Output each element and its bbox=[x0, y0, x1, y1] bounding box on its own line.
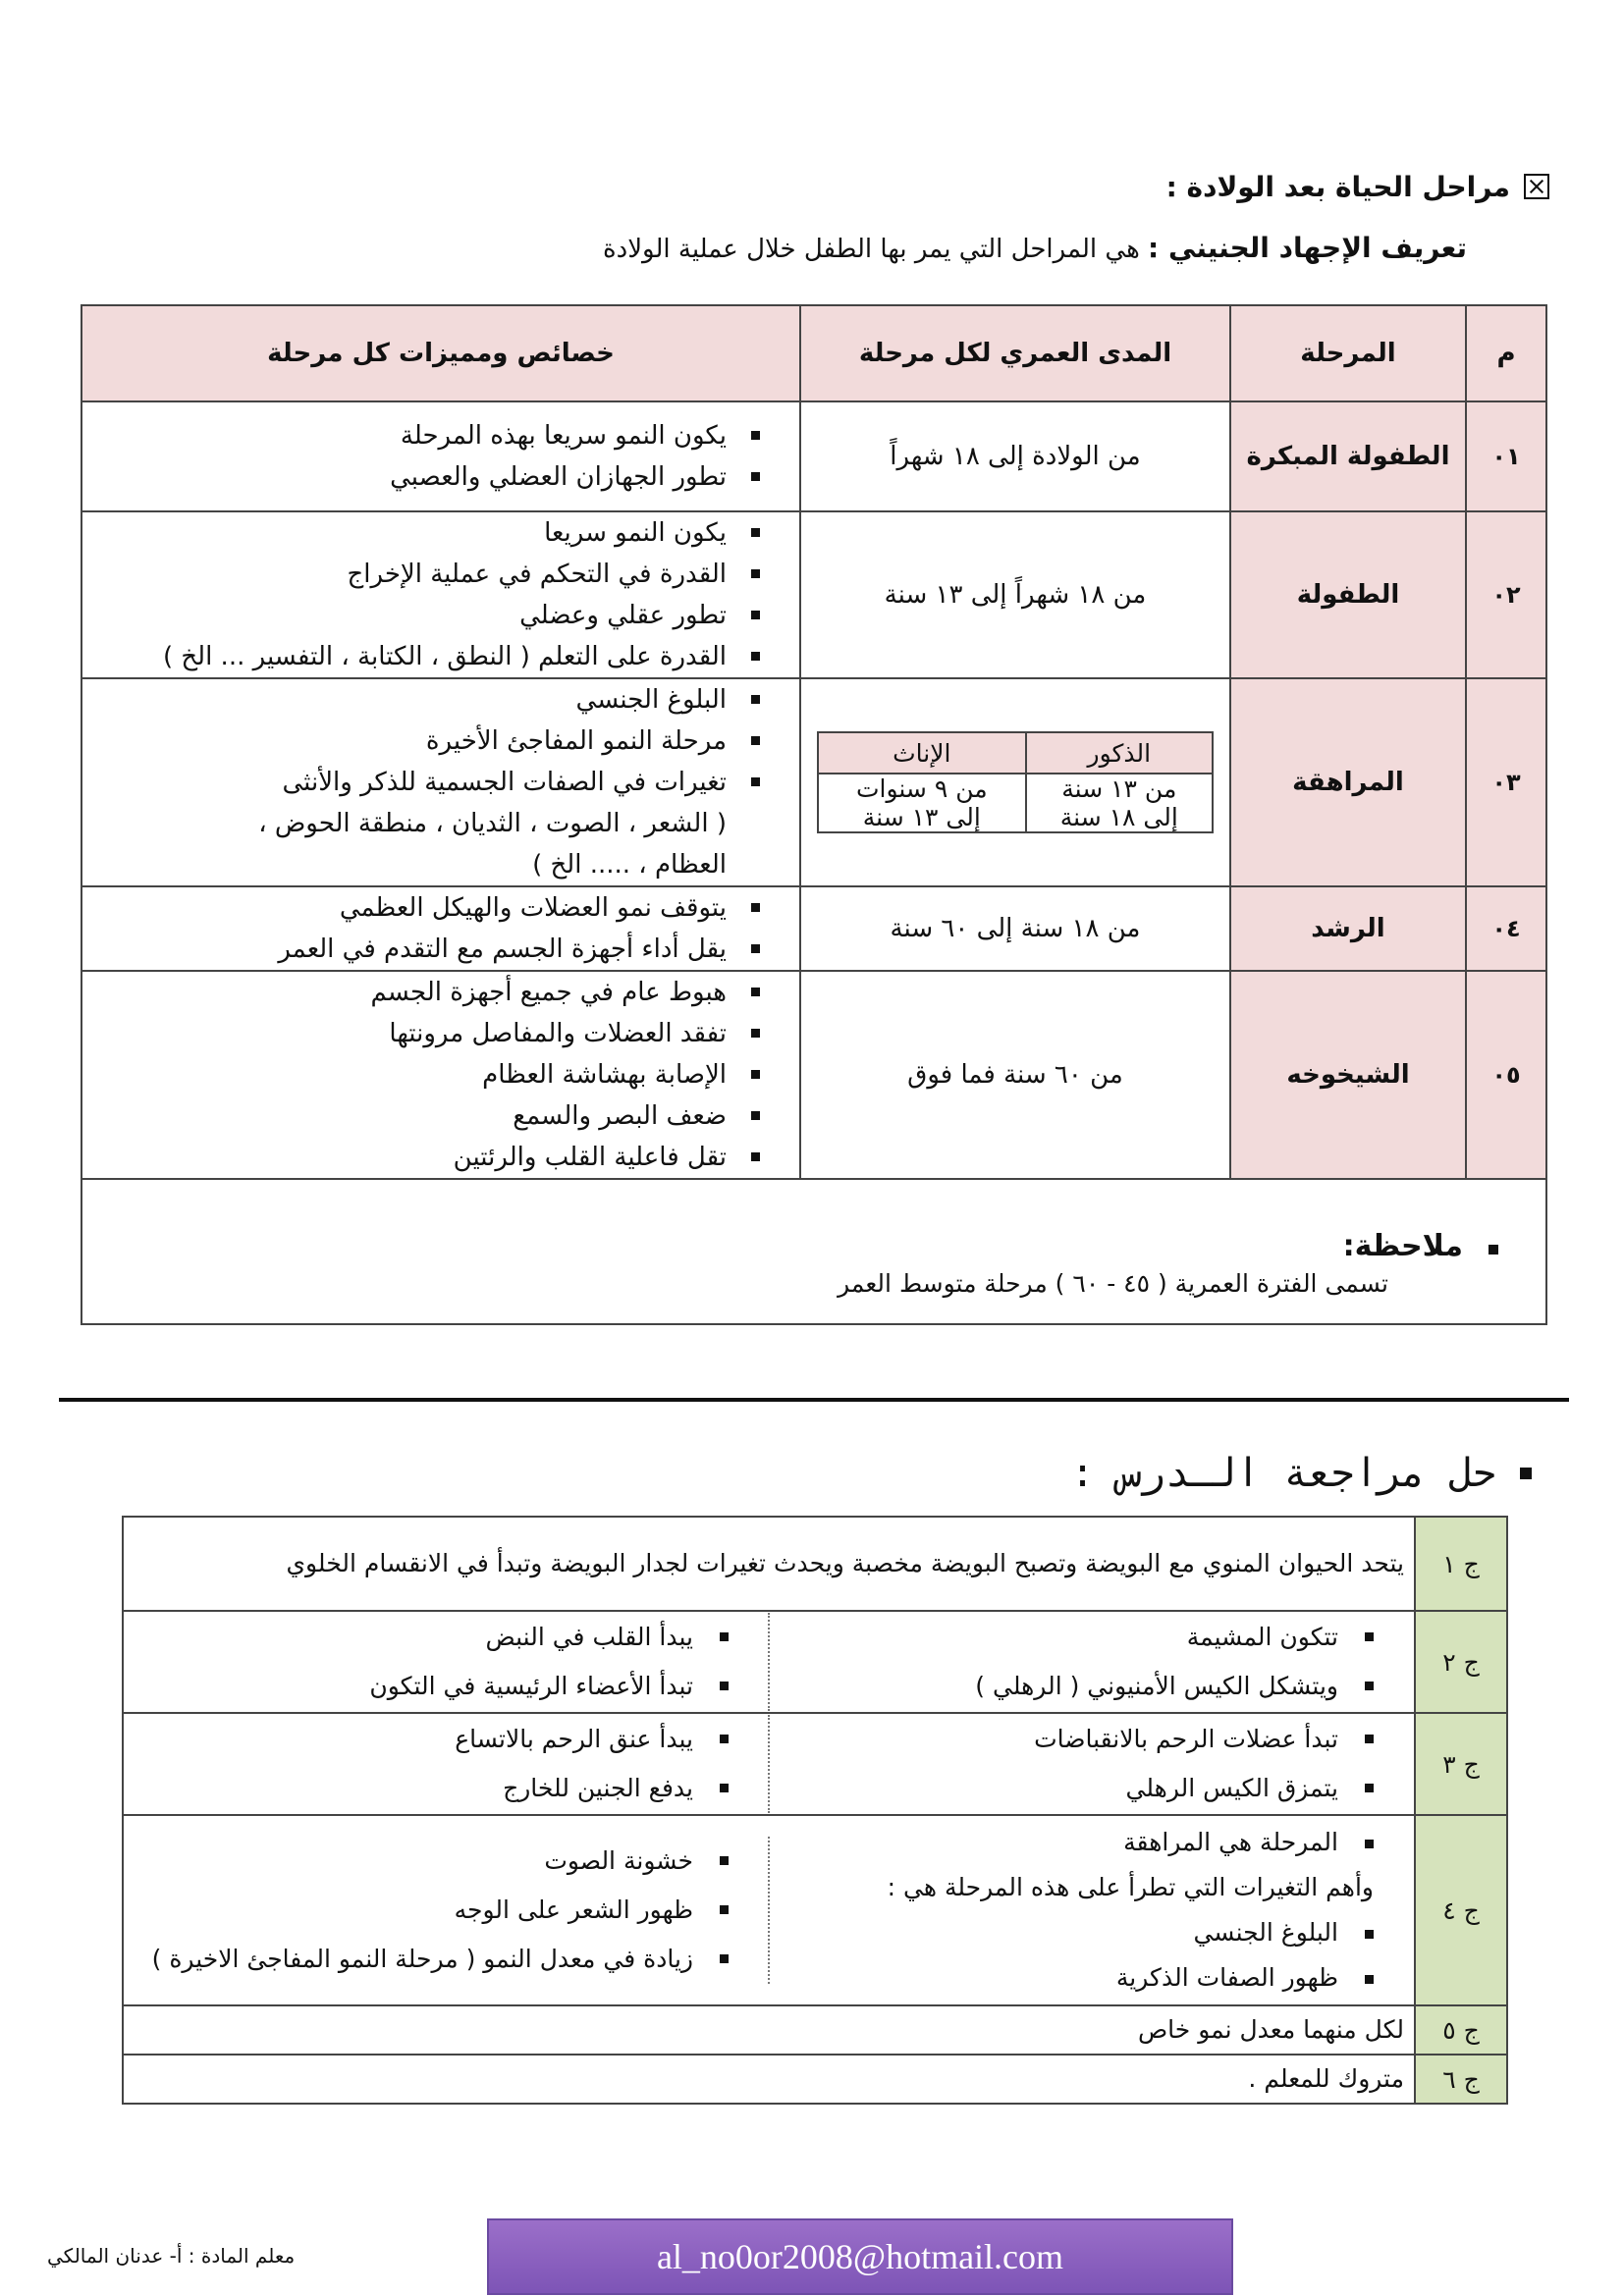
answer-item: يبدأ القلب في النبض bbox=[135, 1613, 729, 1662]
feature-continuation: ( الشعر ، الصوت ، الثديان ، منطقة الحوض ، bbox=[258, 809, 727, 838]
male-label: الذكور bbox=[1026, 732, 1213, 774]
table-row bbox=[81, 971, 1546, 1179]
answer-item: المرحلة هي المراهقة bbox=[780, 1820, 1374, 1865]
answer-row bbox=[123, 1815, 1507, 2005]
answer-row bbox=[123, 2005, 1507, 2055]
female-from: من ٩ سنوات bbox=[855, 774, 988, 803]
answer-right-column bbox=[770, 1715, 1413, 1813]
section-divider bbox=[59, 1398, 1569, 1402]
question-label: ج ٦ bbox=[1415, 2055, 1507, 2104]
answer-right-column bbox=[770, 1820, 1413, 2001]
feature-item: يكون النمو سريعا bbox=[92, 512, 760, 554]
definition-text: هي المراحل التي يمر بها الطفل خلال عملية الولادة bbox=[603, 235, 1140, 264]
feature-item: تطور عقلي وعضلي bbox=[92, 595, 760, 636]
row-range: من الولادة إلى ١٨ شهراً bbox=[800, 401, 1230, 511]
answer-item: خشونة الصوت bbox=[135, 1837, 729, 1886]
row-num: ٠٤ bbox=[1466, 886, 1546, 971]
male-from: من ١٣ سنة bbox=[1061, 774, 1177, 803]
question-label: ج ٥ bbox=[1415, 2005, 1507, 2055]
answer-item: زيادة في معدل النمو ( مرحلة النمو المفاجئ الاخيرة ) bbox=[135, 1935, 729, 1984]
answer-text: متروك للمعلم . bbox=[123, 2055, 1415, 2104]
answer-item: يدفع الجنين للخارج bbox=[135, 1764, 729, 1813]
answer-item: البلوغ الجنسي bbox=[780, 1910, 1374, 1955]
answer-left-column bbox=[125, 1613, 770, 1711]
answer-item: يبدأ عنق الرحم بالاتساع bbox=[135, 1715, 729, 1764]
feature-item: ضعف البصر والسمع bbox=[92, 1095, 760, 1137]
female-label: الإناث bbox=[818, 732, 1026, 774]
row-stage: الطفولة bbox=[1230, 511, 1466, 678]
question-label: ج ٣ bbox=[1415, 1713, 1507, 1815]
female-range bbox=[818, 774, 1026, 832]
row-features bbox=[81, 401, 800, 511]
row-num: ٠١ bbox=[1466, 401, 1546, 511]
answer-item: تتكون المشيمة bbox=[780, 1613, 1374, 1662]
question-label: ج ١ bbox=[1415, 1517, 1507, 1611]
section-title: مراحل الحياة بعد الولادة : bbox=[1165, 170, 1510, 203]
row-num: ٠٢ bbox=[1466, 511, 1546, 678]
male-range bbox=[1026, 774, 1213, 832]
answer-item: ظهور الصفات الذكرية bbox=[780, 1955, 1374, 2001]
review-answers-table bbox=[122, 1516, 1508, 2105]
feature-item: تقل فاعلية القلب والرئتين bbox=[92, 1137, 760, 1178]
male-to: إلى ١٨ سنة bbox=[1059, 803, 1178, 831]
header-num: م bbox=[1466, 305, 1546, 401]
row-range: من ١٨ سنة إلى ٦٠ سنة bbox=[800, 886, 1230, 971]
row-features bbox=[81, 511, 800, 678]
row-stage: الطفولة المبكرة bbox=[1230, 401, 1466, 511]
feature-item: مرحلة النمو المفاجئ الأخيرة bbox=[92, 721, 760, 762]
definition-line bbox=[603, 232, 1467, 264]
row-num: ٠٥ bbox=[1466, 971, 1546, 1179]
answer-text: يتحد الحيوان المنوي مع البويضة وتصبح البويضة مخصبة ويحدث تغيرات لجدار البويضة وتبدأ في الانقسام الخلوي bbox=[123, 1517, 1415, 1611]
answer-cell bbox=[123, 1815, 1415, 2005]
answer-right-column bbox=[770, 1613, 1413, 1711]
row-range-gender bbox=[800, 678, 1230, 886]
header-features: خصائص ومميزات كل مرحلة bbox=[81, 305, 800, 401]
gender-range-table bbox=[817, 731, 1214, 833]
feature-item: يقل أداء أجهزة الجسم مع التقدم في العمر bbox=[92, 929, 760, 970]
table-row bbox=[81, 886, 1546, 971]
row-stage: المراهقة bbox=[1230, 678, 1466, 886]
table-row bbox=[81, 511, 1546, 678]
table-row bbox=[81, 678, 1546, 886]
answer-text: لكل منهما معدل نمو خاص bbox=[123, 2005, 1415, 2055]
question-label: ج ٢ bbox=[1415, 1611, 1507, 1713]
checkbox-x-icon bbox=[1524, 174, 1549, 199]
answer-intro: وأهم التغيرات التي تطرأ على هذه المرحلة هي : bbox=[887, 1873, 1374, 1901]
feature-item: يكون النمو سريعا بهذه المرحلة bbox=[92, 415, 760, 456]
life-stages-table bbox=[81, 304, 1547, 1325]
table-row bbox=[81, 401, 1546, 511]
feature-item: الإصابة بهشاشة العظام bbox=[92, 1054, 760, 1095]
note-cell bbox=[81, 1179, 1546, 1324]
answer-row bbox=[123, 1713, 1507, 1815]
feature-item: يتوقف نمو العضلات والهيكل العظمي bbox=[92, 887, 760, 929]
row-num: ٠٣ bbox=[1466, 678, 1546, 886]
question-label: ج ٤ bbox=[1415, 1815, 1507, 2005]
answer-item: ظهور الشعر على الوجه bbox=[135, 1886, 729, 1935]
row-range: من ٦٠ سنة فما فوق bbox=[800, 971, 1230, 1179]
row-range: من ١٨ شهراً إلى ١٣ سنة bbox=[800, 511, 1230, 678]
row-features bbox=[81, 971, 800, 1179]
answer-row bbox=[123, 1611, 1507, 1713]
feature-item: القدرة على التعلم ( النطق ، الكتابة ، التفسير ... الخ ) bbox=[92, 636, 760, 677]
answer-row bbox=[123, 2055, 1507, 2104]
header-stage: المرحلة bbox=[1230, 305, 1466, 401]
feature-item: البلوغ الجنسي bbox=[92, 679, 760, 721]
feature-item: تفقد العضلات والمفاصل مرونتها bbox=[92, 1013, 760, 1054]
note-row bbox=[81, 1179, 1546, 1324]
answer-cell bbox=[123, 1611, 1415, 1713]
answer-left-column bbox=[125, 1837, 770, 1984]
feature-item: تغيرات في الصفات الجسمية للذكر والأنثى bbox=[92, 762, 760, 803]
row-stage: الشيخوخه bbox=[1230, 971, 1466, 1179]
female-to: إلى ١٣ سنة bbox=[862, 803, 981, 831]
feature-item: القدرة في التحكم في عملية الإخراج bbox=[92, 554, 760, 595]
bullet-icon bbox=[1520, 1468, 1532, 1479]
feature-item: هبوط عام في جميع أجهزة الجسم bbox=[92, 972, 760, 1013]
feature-continuation: العظام ، ..... الخ ) bbox=[532, 850, 727, 880]
table-header-row bbox=[81, 305, 1546, 401]
note-title: ملاحظة: bbox=[1343, 1229, 1498, 1263]
answer-item: يتمزق الكيس الرهلي bbox=[780, 1764, 1374, 1813]
answer-item: ويتشكل الكيس الأمنيوني ( الرهلي ) bbox=[780, 1662, 1374, 1711]
feature-item: تطور الجهازان العضلي والعصبي bbox=[92, 456, 760, 498]
answer-left-column bbox=[125, 1715, 770, 1813]
email-banner[interactable]: al_no0or2008@hotmail.com bbox=[487, 2218, 1233, 2295]
section-heading bbox=[96, 167, 1569, 206]
row-features bbox=[81, 886, 800, 971]
answer-item: تبدأ عضلات الرحم بالانقباضات bbox=[780, 1715, 1374, 1764]
definition-term: تعريف الإجهاد الجنيني : bbox=[1148, 232, 1467, 264]
row-stage: الرشد bbox=[1230, 886, 1466, 971]
row-features bbox=[81, 678, 800, 886]
teacher-name: معلم المادة : أ- عدنان المالكي bbox=[47, 2244, 296, 2268]
review-title-text: حل مراجعة الـدرس : bbox=[1070, 1451, 1496, 1496]
review-title bbox=[1071, 1451, 1532, 1496]
answer-cell bbox=[123, 1713, 1415, 1815]
header-range: المدى العمري لكل مرحلة bbox=[800, 305, 1230, 401]
answer-item: تبدأ الأعضاء الرئيسية في التكون bbox=[135, 1662, 729, 1711]
answer-row bbox=[123, 1517, 1507, 1611]
note-text: تسمى الفترة العمرية ( ٤٥ - ٦٠ ) مرحلة متوسط العمر bbox=[838, 1269, 1388, 1298]
